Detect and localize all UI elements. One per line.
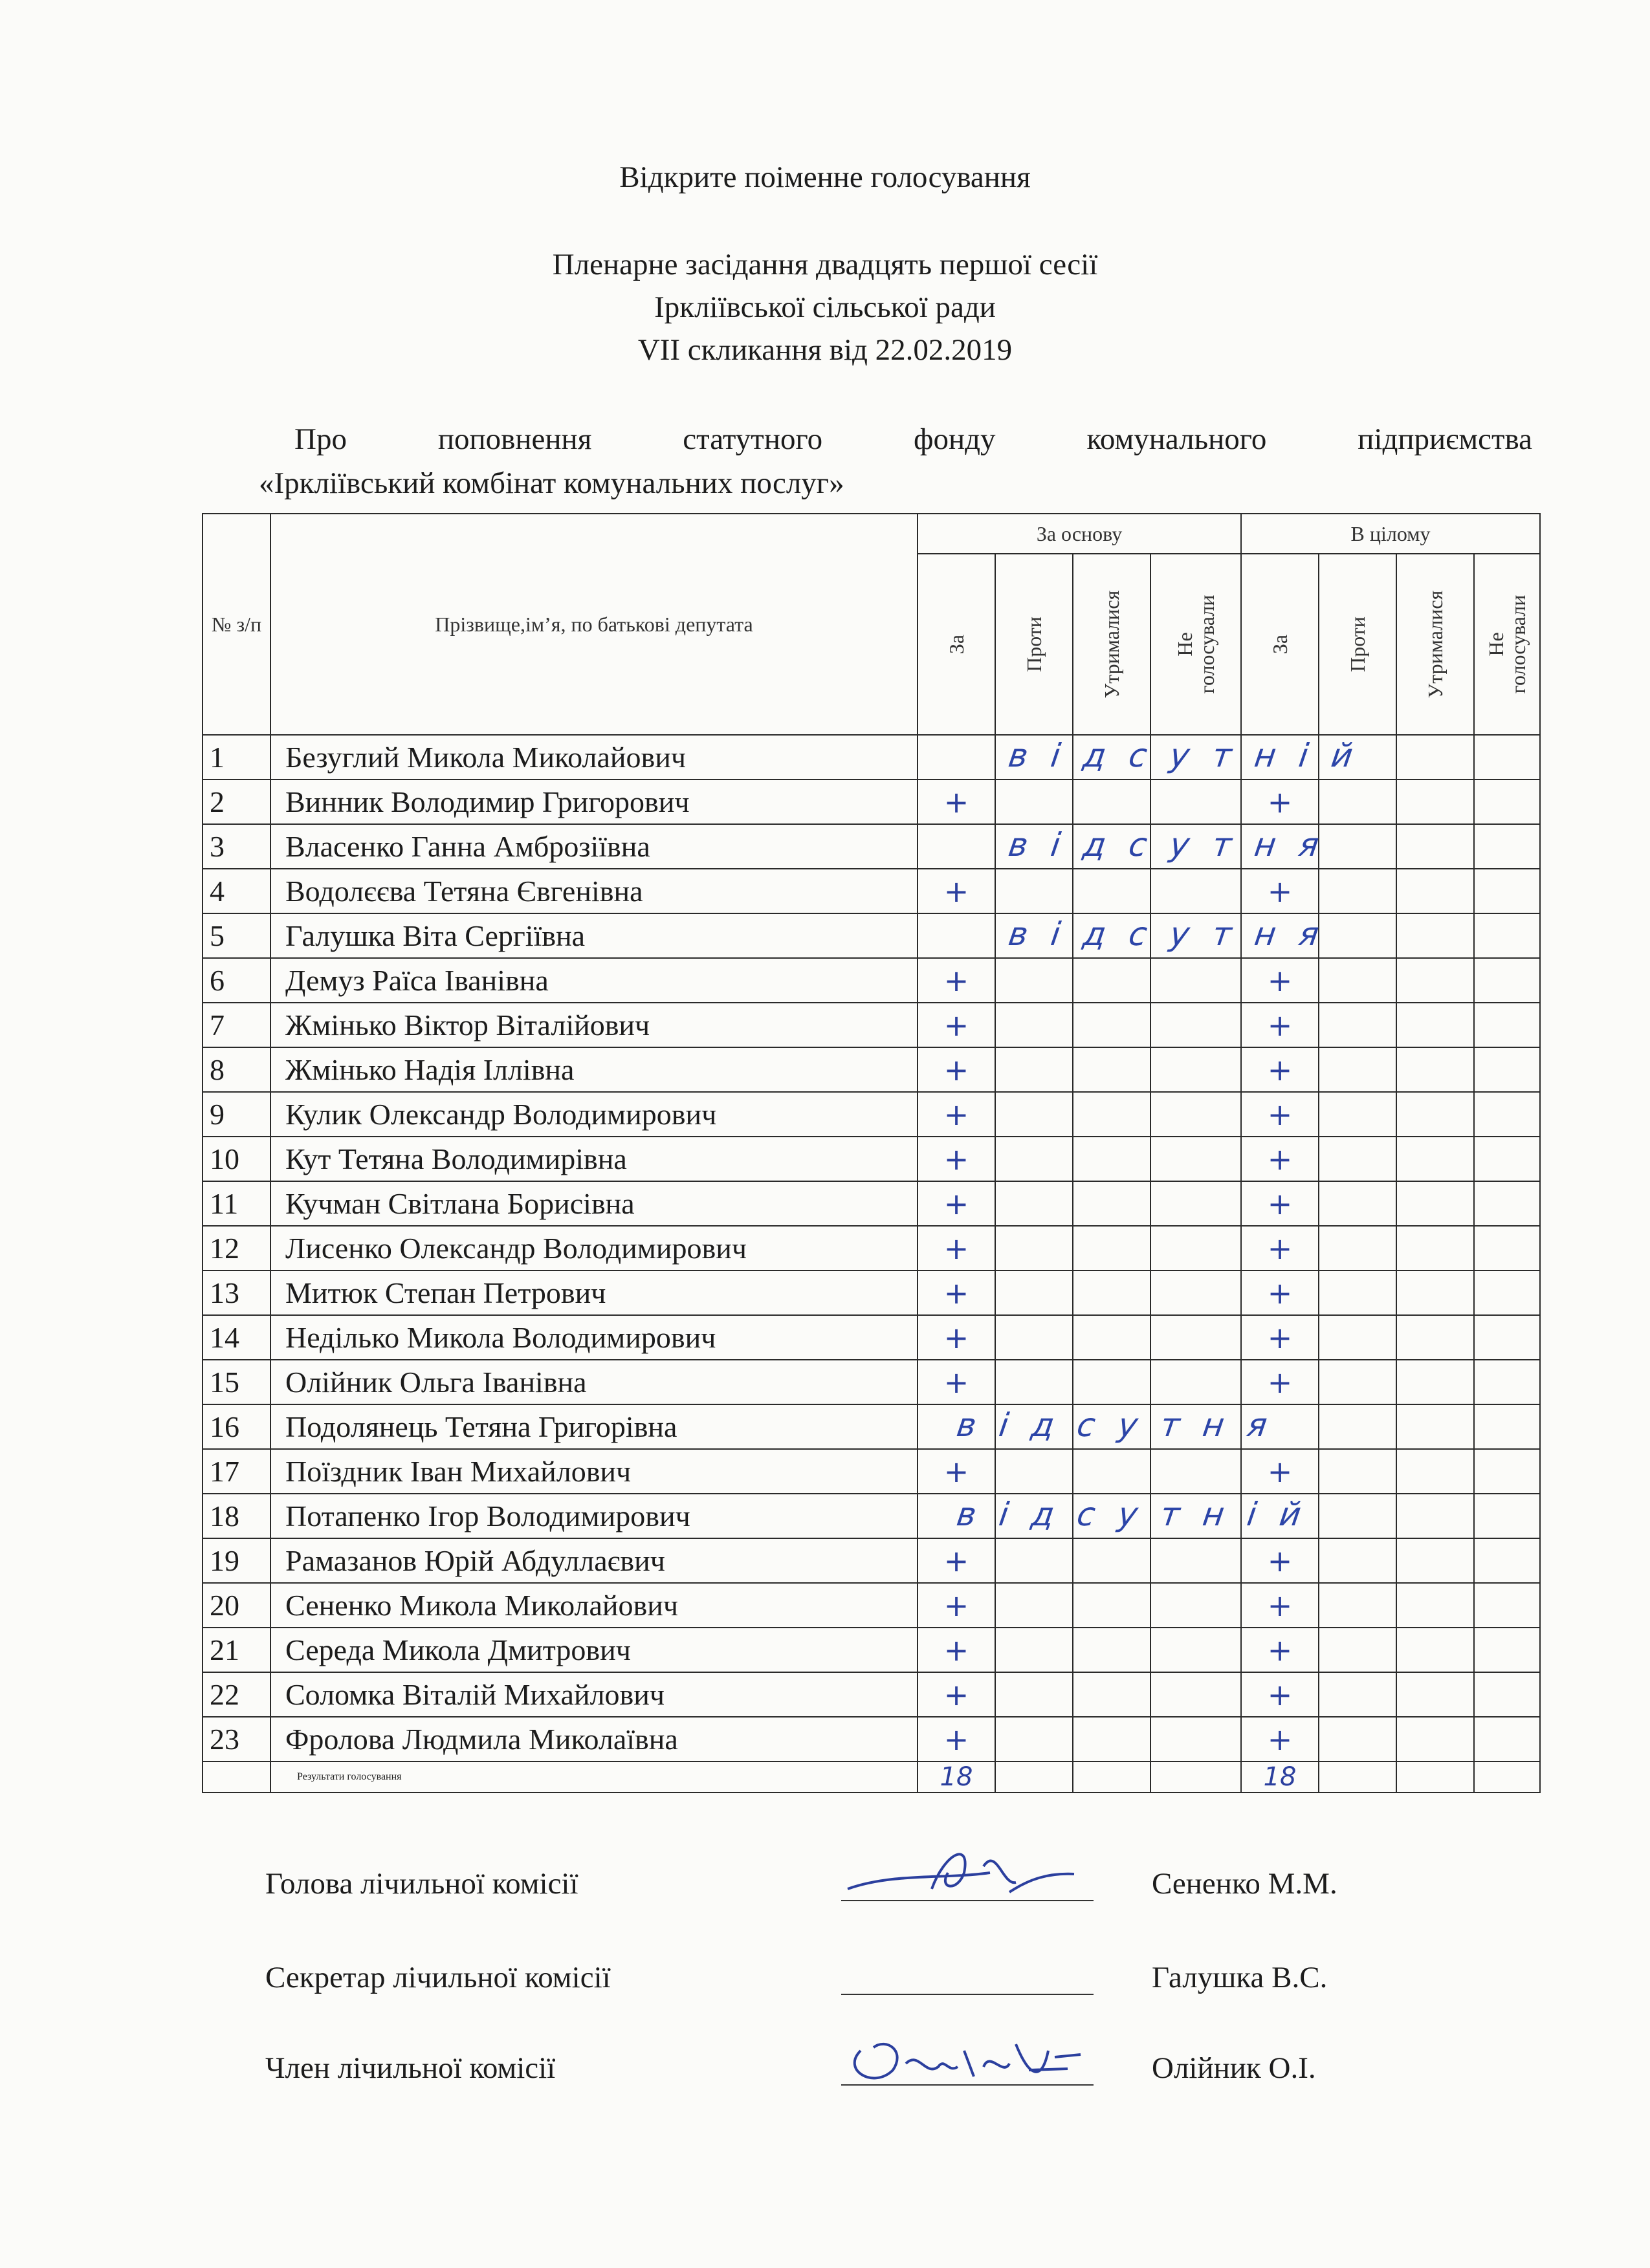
vote-mark xyxy=(995,1092,1073,1137)
vote-mark xyxy=(1319,1270,1396,1315)
vote-mark xyxy=(1319,1137,1396,1181)
vote-cell xyxy=(1474,913,1540,958)
deputy-name: Рамазанов Юрій Абдуллаєвич xyxy=(270,1538,918,1583)
result-value xyxy=(1073,1761,1150,1793)
vote-mark xyxy=(1474,1538,1540,1583)
vote-mark: + xyxy=(918,1672,995,1717)
row-number: 21 xyxy=(203,1628,270,1672)
vote-mark xyxy=(995,780,1073,824)
vote-mark: + xyxy=(1241,1538,1319,1583)
signatory-name: Олійник О.І. xyxy=(1152,2051,1316,2085)
table-row xyxy=(203,1494,1540,1538)
header-vote-column-label: Проти xyxy=(1022,616,1046,672)
vote-mark: + xyxy=(918,1315,995,1360)
vote-mark xyxy=(1073,1003,1150,1047)
signature-role: Голова лічильної комісії xyxy=(265,1867,578,1901)
vote-mark: + xyxy=(918,1360,995,1404)
vote-mark xyxy=(1150,958,1241,1003)
vote-mark: + xyxy=(1241,1226,1319,1270)
vote-mark xyxy=(1474,1449,1540,1494)
result-value: 18 xyxy=(918,1761,995,1793)
row-number: 10 xyxy=(203,1137,270,1181)
vote-mark: + xyxy=(918,1047,995,1092)
vote-mark xyxy=(1319,1583,1396,1628)
signatory-name: Галушка В.С. xyxy=(1152,1961,1328,1994)
vote-mark xyxy=(1396,1538,1474,1583)
header-vote-column-label: Не голосували xyxy=(1484,594,1530,694)
row-number: 3 xyxy=(203,824,270,869)
vote-mark xyxy=(1073,1315,1150,1360)
header-group-basis: За основу xyxy=(918,514,1241,554)
vote-mark xyxy=(1474,1181,1540,1226)
table-row xyxy=(203,958,1540,1003)
vote-mark xyxy=(1474,780,1540,824)
result-value xyxy=(1319,1761,1396,1793)
table-row xyxy=(203,1003,1540,1047)
table-row xyxy=(203,1628,1540,1672)
vote-mark xyxy=(1150,1270,1241,1315)
deputy-name: Водолєєва Тетяна Євгенівна xyxy=(270,869,918,913)
row-number: 1 xyxy=(203,735,270,780)
vote-mark xyxy=(1150,869,1241,913)
vote-mark: + xyxy=(1241,1315,1319,1360)
vote-mark xyxy=(1474,869,1540,913)
vote-mark xyxy=(995,1137,1073,1181)
header-vote-column-label: Утрималися xyxy=(1100,590,1123,699)
vote-mark xyxy=(1474,1360,1540,1404)
vote-cell xyxy=(1474,1404,1540,1449)
vote-mark xyxy=(1396,1047,1474,1092)
vote-mark: + xyxy=(1241,869,1319,913)
vote-mark xyxy=(1474,1628,1540,1672)
vote-mark: + xyxy=(918,1717,995,1761)
vote-mark xyxy=(1319,958,1396,1003)
deputy-name: Потапенко Ігор Володимирович xyxy=(270,1494,918,1538)
vote-mark xyxy=(995,958,1073,1003)
header-vote-column-label: Не голосували xyxy=(1173,594,1218,694)
vote-mark xyxy=(1150,1092,1241,1137)
deputy-name: Демуз Раїса Іванівна xyxy=(270,958,918,1003)
vote-mark xyxy=(995,1181,1073,1226)
vote-mark xyxy=(1150,1538,1241,1583)
row-number: 17 xyxy=(203,1449,270,1494)
agenda-word: фонду xyxy=(914,422,996,456)
vote-cell xyxy=(1474,735,1540,780)
vote-mark xyxy=(995,869,1073,913)
vote-mark: + xyxy=(918,1226,995,1270)
vote-mark xyxy=(995,1449,1073,1494)
vote-mark xyxy=(1073,1538,1150,1583)
vote-mark xyxy=(1150,1583,1241,1628)
table-row xyxy=(203,1092,1540,1137)
result-value xyxy=(995,1761,1073,1793)
row-number: 16 xyxy=(203,1404,270,1449)
header-number: № з/п xyxy=(203,514,270,735)
deputy-name: Олійник Ольга Іванівна xyxy=(270,1360,918,1404)
absent-note-cell xyxy=(918,824,1345,869)
result-label: Результати голосування xyxy=(270,1761,918,1793)
vote-mark: + xyxy=(1241,1672,1319,1717)
vote-cell xyxy=(1474,1494,1540,1538)
deputy-name: Жмінько Надія Іллівна xyxy=(270,1047,918,1092)
vote-mark xyxy=(1319,1315,1396,1360)
agenda-word: Про xyxy=(294,422,347,456)
result-value xyxy=(1396,1761,1474,1793)
vote-cell xyxy=(1319,1494,1396,1538)
vote-mark: + xyxy=(1241,1047,1319,1092)
header-group-whole: В цілому xyxy=(1241,514,1540,554)
vote-cell xyxy=(1319,1404,1396,1449)
table-row xyxy=(203,1315,1540,1360)
header-name: Прізвище,ім’я, по батькові депутата xyxy=(270,514,918,735)
absent-note-cell xyxy=(918,1494,1327,1538)
row-number: 7 xyxy=(203,1003,270,1047)
vote-mark xyxy=(1474,1583,1540,1628)
deputy-name: Кут Тетяна Володимирівна xyxy=(270,1137,918,1181)
header-vote-column xyxy=(1474,554,1540,735)
header-vote-column xyxy=(1073,554,1150,735)
absent-note: відсутня xyxy=(1006,826,1345,864)
vote-mark: + xyxy=(918,1181,995,1226)
vote-mark xyxy=(995,1270,1073,1315)
vote-mark xyxy=(1396,1226,1474,1270)
vote-mark xyxy=(1150,1628,1241,1672)
vote-mark xyxy=(1150,1672,1241,1717)
signature-line xyxy=(841,1994,1094,1995)
vote-mark: + xyxy=(1241,1583,1319,1628)
header-vote-column-label: За xyxy=(1268,634,1292,655)
vote-mark xyxy=(1396,1717,1474,1761)
vote-mark xyxy=(1396,1360,1474,1404)
vote-mark xyxy=(1319,1538,1396,1583)
document-title: Відкрите поіменне голосування xyxy=(619,160,1031,194)
header-vote-column-label: Проти xyxy=(1346,616,1369,672)
vote-mark: + xyxy=(1241,1449,1319,1494)
row-number: 12 xyxy=(203,1226,270,1270)
deputy-name: Кучман Світлана Борисівна xyxy=(270,1181,918,1226)
deputy-name: Жмінько Віктор Віталійович xyxy=(270,1003,918,1047)
row-number: 20 xyxy=(203,1583,270,1628)
vote-mark xyxy=(1396,1181,1474,1226)
vote-mark: + xyxy=(918,1449,995,1494)
convocation-date-line: VII скликання від 22.02.2019 xyxy=(637,333,1013,367)
vote-mark xyxy=(1150,1137,1241,1181)
vote-mark: + xyxy=(1241,1181,1319,1226)
deputy-name: Фролова Людмила Миколаївна xyxy=(270,1717,918,1761)
row-number: 11 xyxy=(203,1181,270,1226)
vote-mark xyxy=(1319,1672,1396,1717)
row-number: 19 xyxy=(203,1538,270,1583)
deputy-name: Подолянець Тетяна Григорівна xyxy=(270,1404,918,1449)
vote-mark xyxy=(1319,1047,1396,1092)
table-row xyxy=(203,1360,1540,1404)
vote-mark xyxy=(1319,1449,1396,1494)
vote-mark xyxy=(1396,958,1474,1003)
deputy-name: Винник Володимир Григорович xyxy=(270,780,918,824)
table-row xyxy=(203,1181,1540,1226)
deputy-name: Галушка Віта Сергіївна xyxy=(270,913,918,958)
council-line: Ірклiївської сільської ради xyxy=(654,290,996,324)
vote-mark xyxy=(1150,1003,1241,1047)
table-row xyxy=(203,824,1540,869)
vote-mark xyxy=(1150,1360,1241,1404)
vote-mark xyxy=(1396,869,1474,913)
table-row xyxy=(203,1404,1540,1449)
vote-mark xyxy=(1319,1226,1396,1270)
table-row xyxy=(203,1717,1540,1761)
header-vote-column xyxy=(995,554,1073,735)
table-row xyxy=(203,1449,1540,1494)
result-value xyxy=(1474,1761,1540,1793)
vote-mark xyxy=(1150,1315,1241,1360)
vote-mark xyxy=(995,1672,1073,1717)
absent-note: відсутня xyxy=(1006,915,1345,953)
vote-mark xyxy=(995,1628,1073,1672)
table-row xyxy=(203,1137,1540,1181)
absent-note-cell xyxy=(918,735,1379,780)
vote-mark xyxy=(1073,1360,1150,1404)
vote-mark: + xyxy=(1241,1137,1319,1181)
header-vote-column xyxy=(1396,554,1474,735)
vote-mark xyxy=(1319,1181,1396,1226)
vote-mark xyxy=(1474,958,1540,1003)
deputy-name: Безуглий Микола Миколайович xyxy=(270,735,918,780)
vote-mark xyxy=(1396,1672,1474,1717)
absent-note-cell xyxy=(918,913,1345,958)
vote-mark xyxy=(1319,1628,1396,1672)
deputy-name: Соломка Віталій Михайлович xyxy=(270,1672,918,1717)
header-vote-column xyxy=(1241,554,1319,735)
vote-cell xyxy=(1396,913,1474,958)
row-number: 9 xyxy=(203,1092,270,1137)
signature-role: Член лічильної комісії xyxy=(265,2051,556,2085)
vote-mark xyxy=(1073,1449,1150,1494)
vote-mark xyxy=(1396,1003,1474,1047)
vote-mark xyxy=(1474,1092,1540,1137)
vote-mark xyxy=(1150,1181,1241,1226)
deputy-name: Митюк Степан Петрович xyxy=(270,1270,918,1315)
vote-table xyxy=(202,513,1541,1793)
row-number: 18 xyxy=(203,1494,270,1538)
vote-mark xyxy=(1073,780,1150,824)
header-vote-column xyxy=(1150,554,1241,735)
agenda-line-1 xyxy=(259,417,1532,461)
table-row xyxy=(203,913,1540,958)
agenda-item xyxy=(259,417,1532,505)
vote-mark xyxy=(1073,869,1150,913)
vote-mark xyxy=(995,1226,1073,1270)
vote-mark xyxy=(995,1315,1073,1360)
vote-mark: + xyxy=(918,958,995,1003)
row-number: 15 xyxy=(203,1360,270,1404)
row-number: 5 xyxy=(203,913,270,958)
vote-mark: + xyxy=(1241,1717,1319,1761)
deputy-name: Власенко Ганна Амброзіївна xyxy=(270,824,918,869)
row-number: 14 xyxy=(203,1315,270,1360)
vote-mark xyxy=(1396,1628,1474,1672)
vote-mark xyxy=(1150,1449,1241,1494)
vote-cell xyxy=(1396,824,1474,869)
table-row xyxy=(203,1270,1540,1315)
vote-mark xyxy=(1474,1047,1540,1092)
result-num-cell xyxy=(203,1761,270,1793)
header-vote-column xyxy=(1319,554,1396,735)
vote-mark xyxy=(1073,1092,1150,1137)
vote-mark: + xyxy=(918,1628,995,1672)
deputy-name: Поїздник Іван Михайлович xyxy=(270,1449,918,1494)
table-row xyxy=(203,1672,1540,1717)
session-line: Пленарне засідання двадцять першої сесії xyxy=(552,248,1098,281)
vote-mark: + xyxy=(1241,780,1319,824)
vote-cell xyxy=(1474,824,1540,869)
header-vote-column xyxy=(918,554,995,735)
header-vote-column-label: За xyxy=(945,634,968,655)
vote-mark xyxy=(995,1583,1073,1628)
vote-mark xyxy=(1073,1137,1150,1181)
vote-mark xyxy=(1474,1672,1540,1717)
vote-mark xyxy=(1073,1181,1150,1226)
vote-mark: + xyxy=(1241,1092,1319,1137)
vote-mark: + xyxy=(918,1137,995,1181)
row-number: 22 xyxy=(203,1672,270,1717)
agenda-word: поповнення xyxy=(437,422,592,456)
vote-cell xyxy=(1396,1494,1474,1538)
row-number: 8 xyxy=(203,1047,270,1092)
row-number: 6 xyxy=(203,958,270,1003)
agenda-line-2: «Ірклiївський комбінат комунальних послуг» xyxy=(259,466,844,500)
vote-mark xyxy=(1474,1270,1540,1315)
vote-mark xyxy=(1073,1717,1150,1761)
vote-mark: + xyxy=(918,1538,995,1583)
vote-mark xyxy=(995,1717,1073,1761)
header-vote-column-label: Утрималися xyxy=(1424,590,1447,699)
vote-mark: + xyxy=(918,869,995,913)
vote-cell xyxy=(1396,735,1474,780)
handwritten-signature xyxy=(835,1827,1081,1918)
vote-mark xyxy=(1073,1672,1150,1717)
table-row xyxy=(203,1583,1540,1628)
vote-mark xyxy=(1073,1628,1150,1672)
vote-mark xyxy=(1474,1717,1540,1761)
agenda-word: підприємства xyxy=(1358,422,1532,456)
result-value xyxy=(1150,1761,1241,1793)
deputy-name: Кулик Олександр Володимирович xyxy=(270,1092,918,1137)
vote-mark xyxy=(1073,1226,1150,1270)
vote-mark xyxy=(995,1003,1073,1047)
vote-mark xyxy=(1396,780,1474,824)
absent-note-cell xyxy=(918,1404,1293,1449)
vote-mark xyxy=(1073,1583,1150,1628)
vote-mark: + xyxy=(918,780,995,824)
absent-note: відсутній xyxy=(1006,737,1379,774)
deputy-name: Неділько Микола Володимирович xyxy=(270,1315,918,1360)
table-row xyxy=(203,1047,1540,1092)
row-number: 4 xyxy=(203,869,270,913)
deputy-name: Сененко Микола Миколайович xyxy=(270,1583,918,1628)
table-row xyxy=(203,869,1540,913)
vote-mark: + xyxy=(918,1092,995,1137)
vote-mark: + xyxy=(918,1003,995,1047)
vote-mark xyxy=(1396,1583,1474,1628)
vote-mark: + xyxy=(1241,1628,1319,1672)
agenda-word: комунального xyxy=(1086,422,1267,456)
vote-mark xyxy=(1396,1449,1474,1494)
signatory-name: Сененко М.М. xyxy=(1152,1867,1337,1901)
vote-mark xyxy=(1474,1315,1540,1360)
vote-mark xyxy=(995,1360,1073,1404)
vote-mark xyxy=(1319,1717,1396,1761)
vote-mark xyxy=(1396,1092,1474,1137)
signature-role: Секретар лічильної комісії xyxy=(265,1961,611,1994)
vote-mark xyxy=(1073,958,1150,1003)
absent-note: відсутня xyxy=(954,1406,1293,1444)
table-row xyxy=(203,1538,1540,1583)
deputy-name: Лисенко Олександр Володимирович xyxy=(270,1226,918,1270)
vote-mark xyxy=(1396,1137,1474,1181)
vote-mark xyxy=(995,1538,1073,1583)
table-row xyxy=(203,1226,1540,1270)
vote-mark xyxy=(1150,780,1241,824)
vote-mark: + xyxy=(1241,1270,1319,1315)
vote-mark xyxy=(1319,1360,1396,1404)
row-number: 2 xyxy=(203,780,270,824)
vote-cell xyxy=(1396,1404,1474,1449)
vote-mark xyxy=(1396,1315,1474,1360)
vote-mark xyxy=(995,1047,1073,1092)
vote-mark xyxy=(1319,869,1396,913)
row-number: 13 xyxy=(203,1270,270,1315)
vote-mark: + xyxy=(1241,1360,1319,1404)
vote-mark xyxy=(1073,1270,1150,1315)
table-row xyxy=(203,735,1540,780)
vote-mark: + xyxy=(1241,958,1319,1003)
vote-mark xyxy=(1073,1047,1150,1092)
vote-mark xyxy=(1150,1226,1241,1270)
result-value: 18 xyxy=(1241,1761,1319,1793)
vote-mark xyxy=(1150,1717,1241,1761)
vote-mark xyxy=(1150,1047,1241,1092)
deputy-name: Середа Микола Дмитрович xyxy=(270,1628,918,1672)
vote-mark xyxy=(1319,1003,1396,1047)
vote-mark xyxy=(1396,1270,1474,1315)
handwritten-signature xyxy=(835,2012,1094,2109)
vote-mark xyxy=(1474,1137,1540,1181)
vote-mark xyxy=(1474,1003,1540,1047)
vote-mark: + xyxy=(918,1583,995,1628)
vote-mark xyxy=(1319,1092,1396,1137)
absent-note: відсутній xyxy=(954,1496,1327,1533)
vote-mark: + xyxy=(918,1270,995,1315)
vote-mark xyxy=(1474,1226,1540,1270)
vote-mark: + xyxy=(1241,1003,1319,1047)
vote-mark xyxy=(1319,780,1396,824)
row-number: 23 xyxy=(203,1717,270,1761)
agenda-word: статутного xyxy=(683,422,823,456)
table-row xyxy=(203,780,1540,824)
